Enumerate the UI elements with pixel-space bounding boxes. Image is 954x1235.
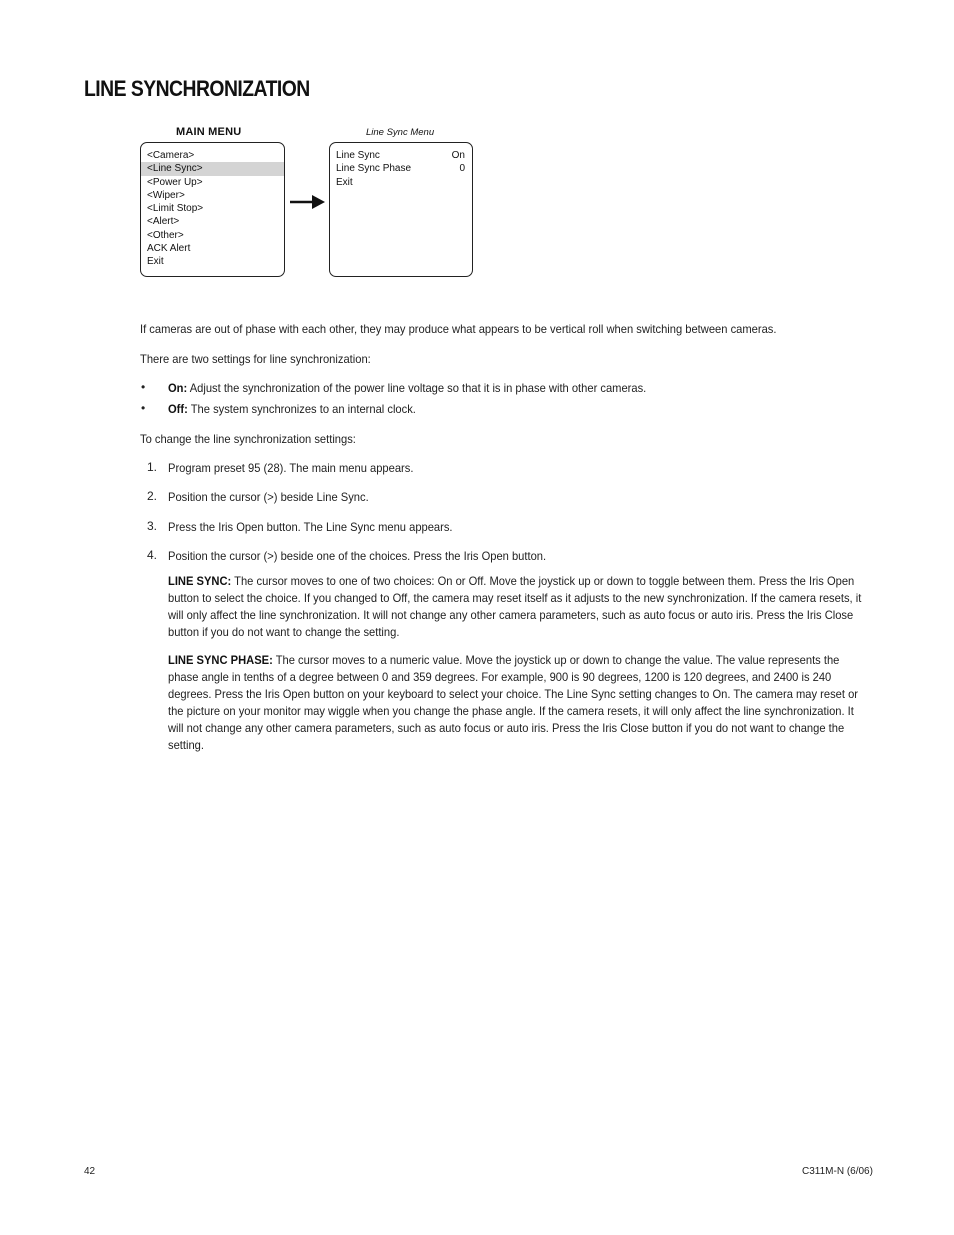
line-sync-exit-row <box>330 176 470 189</box>
bullet-dot: • <box>141 401 146 415</box>
line-sync-phase-row-name: Line Sync Phase <box>336 163 412 175</box>
step-number: 4. <box>147 548 158 562</box>
line-sync-menu-list <box>330 149 470 189</box>
bullet-off-text: The system synchronizes to an internal clock. <box>187 402 416 416</box>
change-intro: To change the line synchronization settings: <box>140 432 356 446</box>
main-menu-item-other: <Other> <box>147 229 184 241</box>
step-number: 1. <box>147 460 158 474</box>
document-code: C311M-N (6/06) <box>802 1166 873 1177</box>
line-sync-text: The cursor moves to one of two choices: On or Off. Move the joystick up or down to toggle between them. Press the Iris Open button to select the choice. If you changed to Off, the camera may reset itself as it adjusts to the new synchronization. If the camera resets, it will only affect the line synchronization. It will not change any other camera parameters, such as auto focus or auto iris. Press the Iris Close button if you do not want to change the setting. <box>168 574 862 639</box>
main-menu-item-line-sync: <Line Sync> <box>141 162 284 175</box>
settings-intro: There are two settings for line synchronization: <box>140 352 371 366</box>
line-sync-phase-row <box>330 162 470 175</box>
main-menu-item-exit: Exit <box>147 256 164 268</box>
line-sync-phase-term: LINE SYNC PHASE: <box>168 653 273 667</box>
main-menu-item-alert: <Alert> <box>147 216 180 228</box>
line-sync-menu-box <box>329 142 473 277</box>
main-menu-item-ack-alert: ACK Alert <box>147 243 191 255</box>
main-menu-item-power-up: <Power Up> <box>147 176 203 188</box>
main-menu-list <box>141 149 284 269</box>
page-number: 42 <box>84 1166 96 1177</box>
bullet-on-term: On: <box>168 381 188 395</box>
line-sync-phase-description <box>168 652 867 754</box>
step-text: Position the cursor (>) beside Line Sync. <box>168 490 369 504</box>
line-sync-phase-row-value: 0 <box>459 163 465 175</box>
line-sync-term: LINE SYNC: <box>168 574 232 588</box>
main-menu-item-wiper: <Wiper> <box>147 189 185 201</box>
line-sync-menu-label: Line Sync Menu <box>366 127 435 138</box>
line-sync-phase-text: The cursor moves to a numeric value. Move the joystick up or down to change the value. The value represents the phase angle in tenths of a degree between 0 and 359 degrees. For example, 900 is 90 degrees, 1200 is 120 degrees, and 2400 is 240 degrees. Press the Iris Open button on your keyboard to select your choice. The Line Sync setting changes to On. The camera may reset or the picture on your monitor may wiggle when you change the phase angle. If the camera resets, it will only affect the line synchronization. It will not change any other camera parameters, such as auto focus or auto iris. Press the Iris Close button if you do not want to change the setting. <box>168 653 859 752</box>
line-sync-description <box>168 573 867 641</box>
main-menu-item-camera: <Camera> <box>147 150 195 161</box>
line-sync-row-name: Line Sync <box>336 150 380 161</box>
step-text: Program preset 95 (28). The main menu appears. <box>168 461 414 475</box>
step-text: Position the cursor (>) beside one of the choices. Press the Iris Open button. <box>168 549 547 563</box>
bullet-off-term: Off: <box>168 402 188 416</box>
line-sync-row <box>330 149 470 162</box>
main-menu-box <box>140 142 285 277</box>
line-sync-exit-row-name: Exit <box>336 176 353 188</box>
bullet-on <box>168 380 646 397</box>
main-menu-label: MAIN MENU <box>176 126 242 138</box>
step-text: Press the Iris Open button. The Line Sync menu appears. <box>168 520 453 534</box>
right-arrow-icon <box>290 193 326 211</box>
line-sync-row-value: On <box>451 150 465 161</box>
step-number: 3. <box>147 519 158 533</box>
intro-paragraph: If cameras are out of phase with each other, they may produce what appears to be vertical roll when switching between cameras. <box>140 322 777 336</box>
page-title: LINE SYNCHRONIZATION <box>84 76 310 101</box>
bullet-off <box>168 401 416 418</box>
bullet-dot: • <box>141 380 146 394</box>
step-number: 2. <box>147 489 158 503</box>
bullet-on-text: Adjust the synchronization of the power line voltage so that it is in phase with other cameras. <box>187 381 647 395</box>
main-menu-item-limit-stop: <Limit Stop> <box>147 203 204 215</box>
